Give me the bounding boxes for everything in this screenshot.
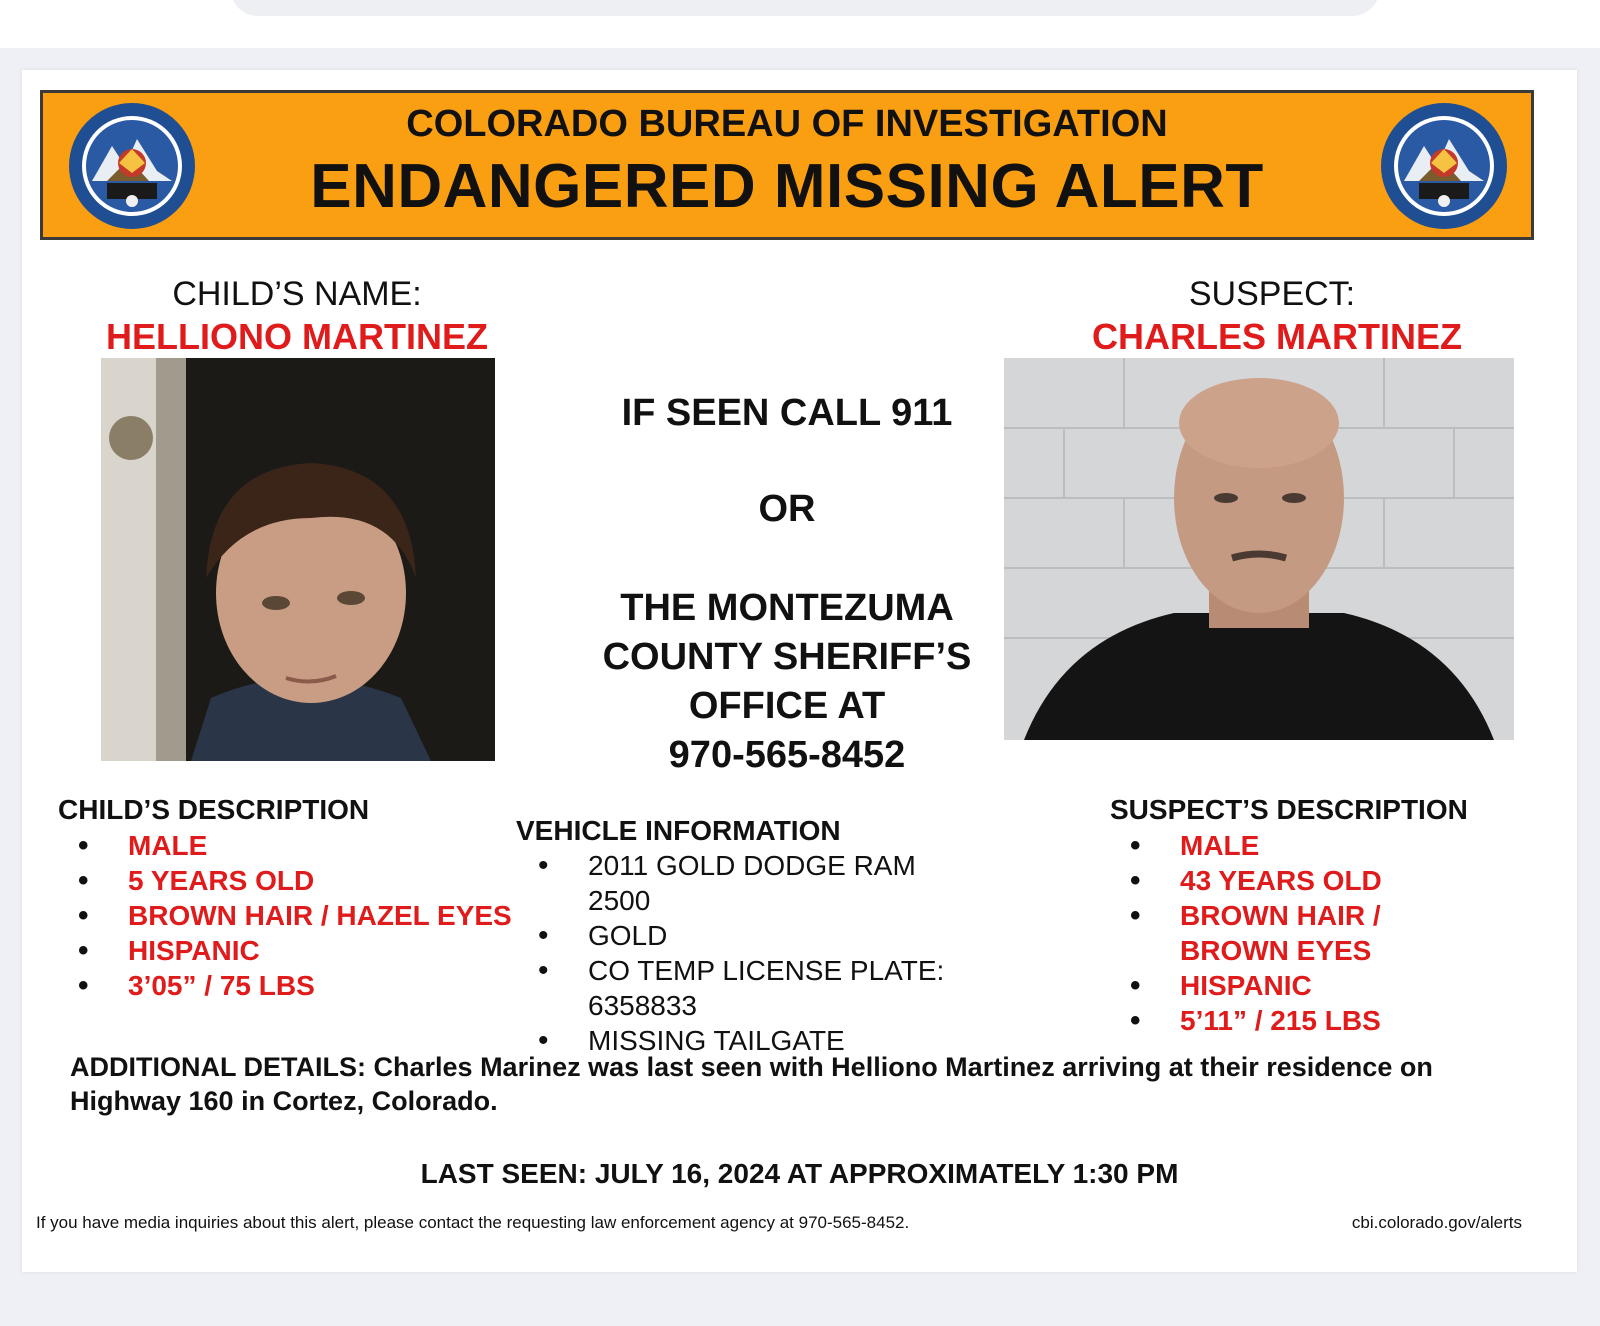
- list-item: • BROWN HAIR / BROWN EYES: [1130, 898, 1420, 968]
- list-item: • CO TEMP LICENSE PLATE: 6358833: [538, 953, 983, 1023]
- sheriff-office-text: THE MONTEZUMA COUNTY SHERIFF’S OFFICE AT: [602, 587, 972, 727]
- suspect-description-list: [1130, 828, 1420, 1038]
- child-photo: [101, 358, 495, 761]
- suspect-heading: SUSPECT:: [1188, 275, 1356, 313]
- cbi-seal-icon: [1379, 101, 1509, 231]
- suspect-photo: [1004, 358, 1514, 740]
- list-item: • GOLD: [538, 918, 983, 953]
- list-item: • HISPANIC: [78, 933, 538, 968]
- alert-title: ENDANGERED MISSING ALERT: [310, 152, 1264, 221]
- browser-top-bar: [230, 0, 1380, 16]
- list-item: • MALE: [78, 828, 538, 863]
- vehicle-info-title: VEHICLE INFORMATION: [516, 815, 841, 846]
- last-seen: LAST SEEN: JULY 16, 2024 AT APPROXIMATELY 1:30 PM: [420, 1158, 1179, 1189]
- additional-details-label: ADDITIONAL DETAILS:: [70, 1052, 366, 1082]
- suspect-description-title: SUSPECT’S DESCRIPTION: [1110, 794, 1468, 825]
- child-name-heading: CHILD’S NAME:: [172, 275, 422, 313]
- media-inquiry-note: If you have media inquiries about this alert, please contact the requesting law enforcement agency at 970-565-8452.: [36, 1213, 910, 1232]
- vehicle-info-list: [538, 848, 983, 1058]
- list-item: • MALE: [1130, 828, 1420, 863]
- additional-details-text: Charles Marinez was last seen with Helliono Martinez arriving at their residence on Highway 160 in Cortez, Colorado.: [70, 1052, 1433, 1116]
- list-item: • 3’05” / 75 LBS: [78, 968, 538, 1003]
- or-text: OR: [758, 488, 816, 530]
- child-description-list: [78, 828, 538, 1003]
- agency-title: COLORADO BUREAU OF INVESTIGATION: [406, 103, 1168, 145]
- list-item: • HISPANIC: [1130, 968, 1420, 1003]
- call-911-text: IF SEEN CALL 911: [621, 392, 953, 434]
- alert-banner: [40, 90, 1534, 240]
- cbi-alerts-link[interactable]: cbi.colorado.gov/alerts: [1351, 1213, 1522, 1232]
- sheriff-phone: 970-565-8452: [668, 734, 906, 776]
- list-item: • BROWN HAIR / HAZEL EYES: [78, 898, 538, 933]
- list-item: • 5’11” / 215 LBS: [1130, 1003, 1420, 1038]
- suspect-name: CHARLES MARTINEZ: [1092, 316, 1462, 357]
- child-name: HELLIONO MARTINEZ: [106, 316, 488, 357]
- list-item: • 2011 GOLD DODGE RAM 2500: [538, 848, 983, 918]
- list-item: • 5 YEARS OLD: [78, 863, 538, 898]
- additional-details: [70, 1050, 1510, 1118]
- child-description-title: CHILD’S DESCRIPTION: [58, 794, 370, 825]
- list-item: • MISSING TAILGATE: [538, 1023, 983, 1058]
- alert-poster: [22, 70, 1577, 1272]
- list-item: • 43 YEARS OLD: [1130, 863, 1420, 898]
